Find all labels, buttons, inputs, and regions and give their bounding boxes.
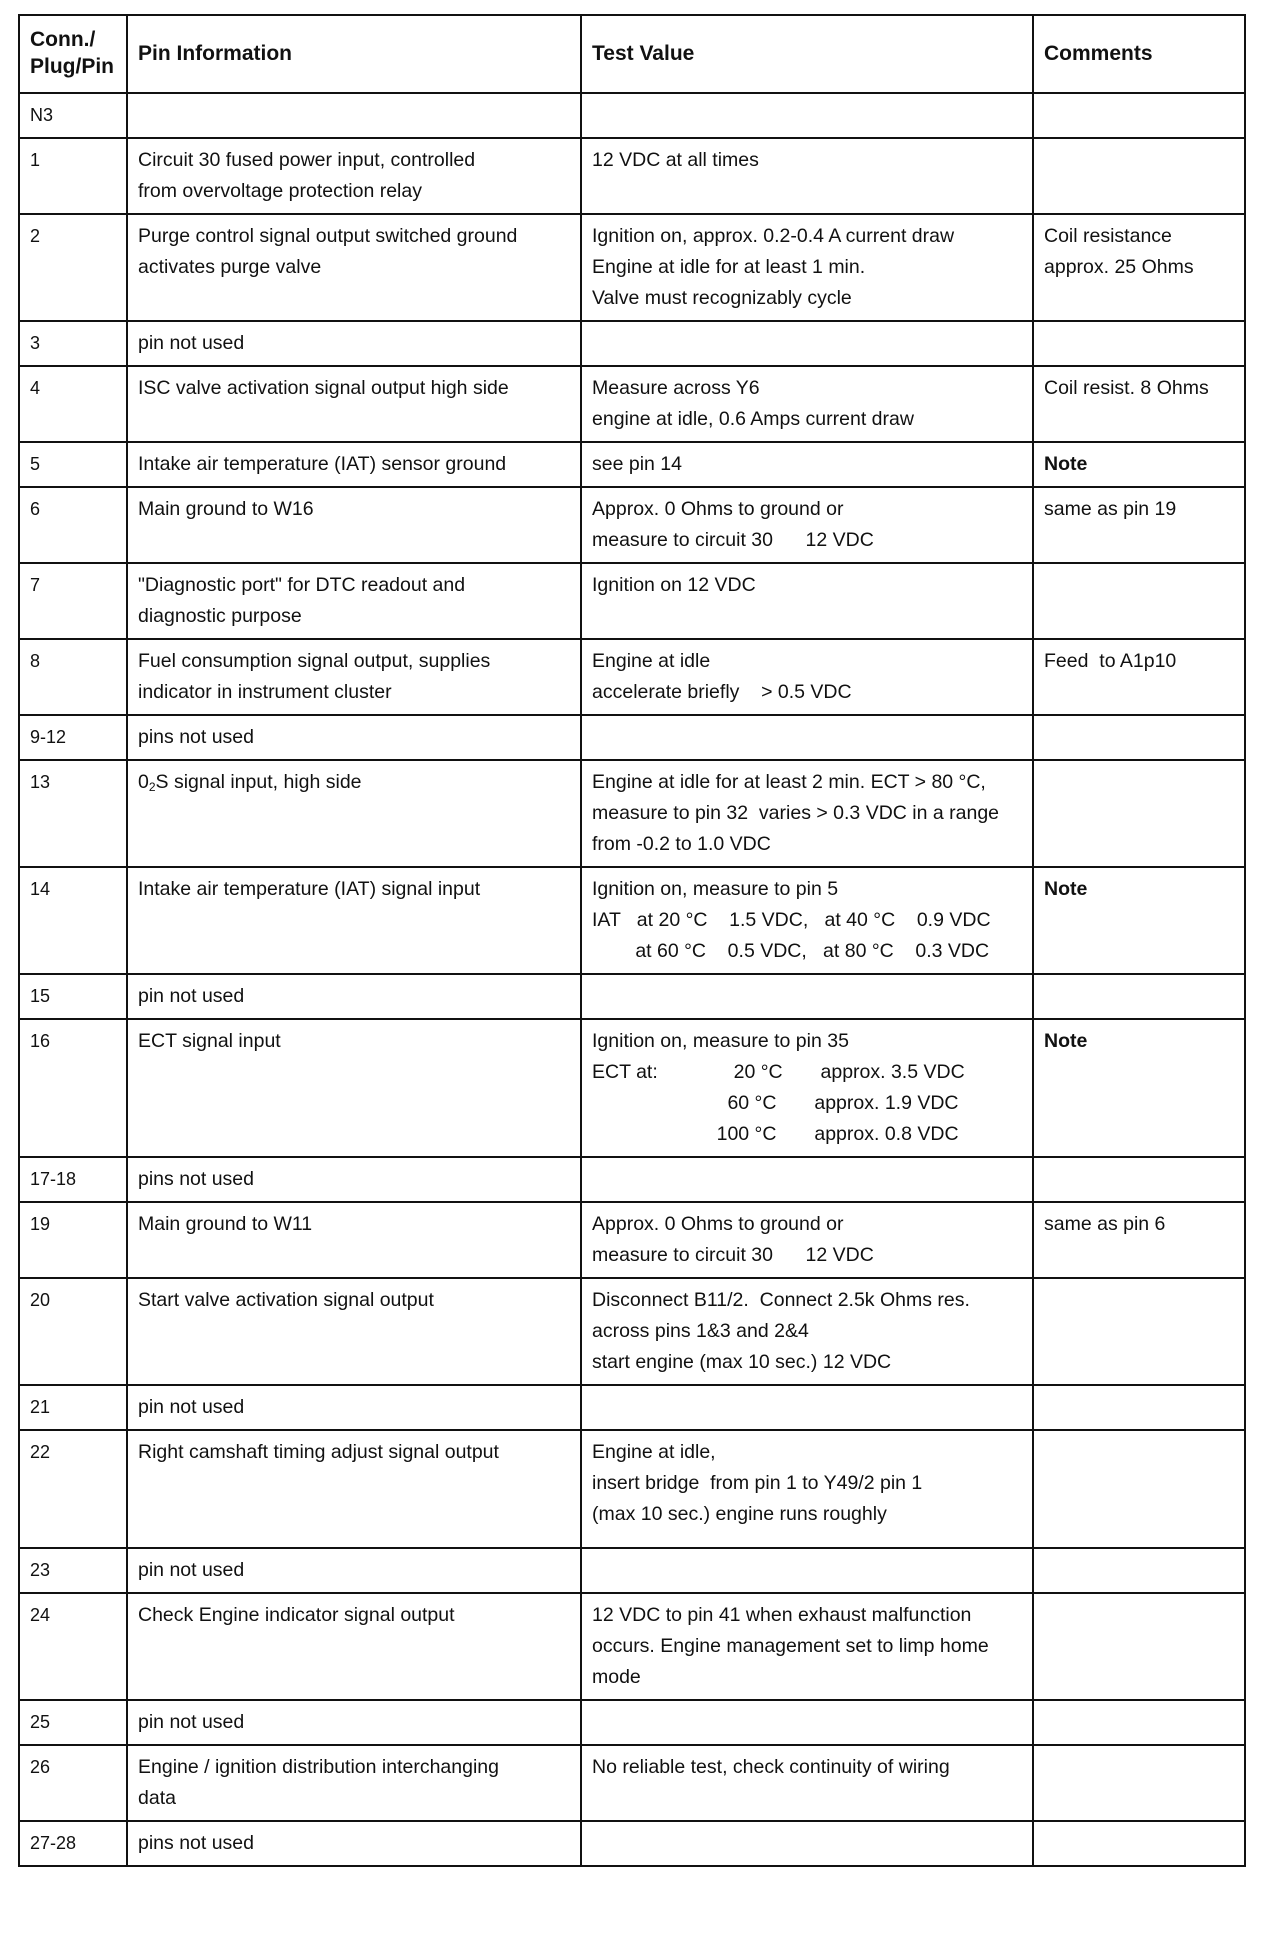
cell-comments (1033, 1157, 1245, 1202)
table-row (19, 1202, 1245, 1278)
cell-pin-info (127, 1745, 581, 1821)
cell-comments (1033, 974, 1245, 1019)
pin-table-sheet (18, 14, 1244, 1867)
table-row (19, 1745, 1245, 1821)
table-row (19, 442, 1245, 487)
cell-line (138, 767, 570, 803)
cell-line: Engine at idle (592, 650, 711, 672)
cell-line: Engine at idle, (592, 1441, 716, 1463)
cell-line: across pins 1&3 and 2&4 (592, 1320, 809, 1342)
table-row (19, 974, 1245, 1019)
cell-comments (1033, 1202, 1245, 1278)
cell-line: Coil resistance (1044, 225, 1172, 247)
cell-line: Disconnect B11/2. Connect 2.5k Ohms res. (592, 1289, 970, 1311)
cell-line: start engine (max 10 sec.) 12 VDC (592, 1351, 892, 1373)
cell-pin: 24 (19, 1593, 127, 1700)
cell-pin: 2 (19, 214, 127, 321)
cell-pin: 3 (19, 321, 127, 366)
cell-pin-info (127, 1700, 581, 1745)
table-row (19, 1821, 1245, 1866)
cell-line: measure to circuit 30 12 VDC (592, 1244, 874, 1266)
cell-line: ISC valve activation signal output high side (138, 377, 509, 399)
table-row (19, 1278, 1245, 1385)
cell-test-value (581, 93, 1033, 138)
table-row (19, 760, 1245, 867)
cell-line: Note (1044, 453, 1088, 475)
cell-test-value (581, 321, 1033, 366)
header-conn (19, 15, 127, 93)
cell-pin-info (127, 1430, 581, 1548)
cell-line: Note (1044, 1030, 1088, 1052)
cell-line: accelerate briefly > 0.5 VDC (592, 681, 852, 703)
cell-line: see pin 14 (592, 453, 682, 475)
cell-pin-info (127, 1593, 581, 1700)
cell-line: same as pin 19 (1044, 498, 1177, 520)
cell-line: 12 VDC to pin 41 when exhaust malfunction (592, 1604, 972, 1626)
cell-pin-info (127, 563, 581, 639)
cell-line: Engine at idle for at least 2 min. ECT > 80 °C, (592, 771, 986, 793)
cell-test-value (581, 974, 1033, 1019)
cell-line: Valve must recognizably cycle (592, 287, 852, 309)
header-test-value: Test Value (581, 15, 1033, 93)
cell-pin-info (127, 321, 581, 366)
cell-line: Engine at idle for at least 1 min. (592, 256, 866, 278)
cell-line: (max 10 sec.) engine runs roughly (592, 1503, 887, 1525)
cell-line: Intake air temperature (IAT) sensor ground (138, 453, 507, 475)
cell-line: IAT at 20 °C 1.5 VDC, at 40 °C 0.9 VDC (592, 909, 991, 931)
table-row (19, 563, 1245, 639)
cell-line: Coil resist. 8 Ohms (1044, 377, 1209, 399)
cell-pin-info (127, 867, 581, 974)
pin-test-table (18, 14, 1246, 1867)
cell-line: Main ground to W16 (138, 498, 314, 520)
cell-comments (1033, 1745, 1245, 1821)
cell-line: pins not used (138, 726, 255, 748)
cell-pin: 23 (19, 1548, 127, 1593)
cell-pin: 6 (19, 487, 127, 563)
cell-test-value (581, 1019, 1033, 1157)
cell-line: Check Engine indicator signal output (138, 1604, 455, 1626)
o2s-subscript: 2 (148, 780, 156, 794)
table-body (19, 93, 1245, 1866)
cell-line: Start valve activation signal output (138, 1289, 434, 1311)
cell-pin: 9-12 (19, 715, 127, 760)
cell-comments (1033, 138, 1245, 214)
table-row (19, 366, 1245, 442)
cell-comments (1033, 715, 1245, 760)
cell-line: measure to pin 32 varies > 0.3 VDC in a range (592, 802, 1000, 824)
table-row (19, 138, 1245, 214)
cell-line: from overvoltage protection relay (138, 180, 422, 202)
cell-line: pin not used (138, 332, 245, 354)
cell-line: "Diagnostic port" for DTC readout and (138, 574, 466, 596)
cell-line: 60 °C approx. 1.9 VDC (592, 1092, 959, 1114)
cell-pin-info (127, 760, 581, 867)
cell-line: 100 °C approx. 0.8 VDC (592, 1123, 959, 1145)
cell-line: engine at idle, 0.6 Amps current draw (592, 408, 914, 430)
cell-pin: 8 (19, 639, 127, 715)
table-row (19, 1019, 1245, 1157)
cell-comments (1033, 93, 1245, 138)
cell-comments (1033, 563, 1245, 639)
cell-line: Approx. 0 Ohms to ground or (592, 498, 844, 520)
cell-pin: 25 (19, 1700, 127, 1745)
cell-line: pin not used (138, 1711, 245, 1733)
table-row (19, 639, 1245, 715)
cell-pin: 13 (19, 760, 127, 867)
cell-line: from -0.2 to 1.0 VDC (592, 833, 771, 855)
cell-comments (1033, 867, 1245, 974)
cell-line: activates purge valve (138, 256, 322, 278)
cell-line: Measure across Y6 (592, 377, 760, 399)
cell-pin: 21 (19, 1385, 127, 1430)
cell-comments (1033, 1700, 1245, 1745)
cell-comments (1033, 442, 1245, 487)
cell-comments (1033, 1548, 1245, 1593)
header-conn-line-2: Plug/Pin (30, 55, 114, 78)
cell-pin-info (127, 366, 581, 442)
header-pin-info: Pin Information (127, 15, 581, 93)
table-row (19, 715, 1245, 760)
cell-pin-info (127, 487, 581, 563)
cell-line: Feed to A1p10 (1044, 650, 1177, 672)
cell-pin-info (127, 1202, 581, 1278)
cell-pin-info (127, 1548, 581, 1593)
cell-line: same as pin 6 (1044, 1213, 1166, 1235)
table-row (19, 93, 1245, 138)
header-comments: Comments (1033, 15, 1245, 93)
cell-test-value (581, 1157, 1033, 1202)
cell-test-value (581, 867, 1033, 974)
table-row (19, 1700, 1245, 1745)
cell-pin-info (127, 1019, 581, 1157)
cell-line: Purge control signal output switched ground (138, 225, 518, 247)
cell-pin-info (127, 1157, 581, 1202)
cell-comments (1033, 1593, 1245, 1700)
cell-line: No reliable test, check continuity of wiring (592, 1756, 950, 1778)
cell-line: Note (1044, 878, 1088, 900)
cell-line: occurs. Engine management set to limp home (592, 1635, 989, 1657)
cell-comments (1033, 1385, 1245, 1430)
cell-comments (1033, 1821, 1245, 1866)
table-row (19, 867, 1245, 974)
cell-test-value (581, 366, 1033, 442)
header-conn-line-1: Conn./ (30, 28, 96, 51)
table-row (19, 487, 1245, 563)
cell-test-value (581, 1385, 1033, 1430)
cell-comments (1033, 1430, 1245, 1548)
cell-line: indicator in instrument cluster (138, 681, 392, 703)
cell-pin-info (127, 138, 581, 214)
cell-line: pin not used (138, 985, 245, 1007)
cell-pin-info (127, 715, 581, 760)
cell-line: ECT at: 20 °C approx. 3.5 VDC (592, 1061, 965, 1083)
cell-test-value (581, 487, 1033, 563)
cell-test-value (581, 1821, 1033, 1866)
cell-pin: 20 (19, 1278, 127, 1385)
cell-pin: 19 (19, 1202, 127, 1278)
cell-comments (1033, 1278, 1245, 1385)
cell-line: Ignition on, approx. 0.2-0.4 A current draw (592, 225, 955, 247)
cell-test-value (581, 1202, 1033, 1278)
table-row (19, 321, 1245, 366)
cell-line: measure to circuit 30 12 VDC (592, 529, 874, 551)
cell-line: Ignition on, measure to pin 5 (592, 878, 839, 900)
cell-line: Intake air temperature (IAT) signal input (138, 878, 481, 900)
cell-test-value (581, 138, 1033, 214)
table-row (19, 1548, 1245, 1593)
cell-pin: 26 (19, 1745, 127, 1821)
cell-pin: 5 (19, 442, 127, 487)
cell-comments (1033, 214, 1245, 321)
cell-comments (1033, 321, 1245, 366)
cell-test-value (581, 1548, 1033, 1593)
table-row (19, 1385, 1245, 1430)
cell-test-value (581, 563, 1033, 639)
cell-pin: N3 (19, 93, 127, 138)
table-row (19, 1157, 1245, 1202)
cell-comments (1033, 487, 1245, 563)
cell-line: pins not used (138, 1832, 255, 1854)
table-row (19, 1430, 1245, 1548)
cell-line: pin not used (138, 1396, 245, 1418)
cell-line: 12 VDC at all times (592, 149, 759, 171)
cell-line: Ignition on, measure to pin 35 (592, 1030, 849, 1052)
cell-line: diagnostic purpose (138, 605, 302, 627)
cell-line: insert bridge from pin 1 to Y49/2 pin 1 (592, 1472, 923, 1494)
cell-line: approx. 25 Ohms (1044, 256, 1194, 278)
cell-pin-info (127, 1278, 581, 1385)
cell-test-value (581, 214, 1033, 321)
cell-test-value (581, 715, 1033, 760)
cell-pin: 14 (19, 867, 127, 974)
cell-pin-info (127, 214, 581, 321)
cell-test-value (581, 1278, 1033, 1385)
cell-pin-info (127, 639, 581, 715)
cell-comments (1033, 366, 1245, 442)
cell-test-value (581, 1430, 1033, 1548)
cell-line: Circuit 30 fused power input, controlled (138, 149, 476, 171)
cell-pin-info (127, 1385, 581, 1430)
cell-comments (1033, 1019, 1245, 1157)
table-row (19, 214, 1245, 321)
cell-test-value (581, 1700, 1033, 1745)
cell-test-value (581, 1593, 1033, 1700)
cell-line: pins not used (138, 1168, 255, 1190)
cell-line: Approx. 0 Ohms to ground or (592, 1213, 844, 1235)
cell-pin: 17-18 (19, 1157, 127, 1202)
cell-test-value (581, 442, 1033, 487)
cell-pin: 16 (19, 1019, 127, 1157)
cell-pin: 1 (19, 138, 127, 214)
cell-line: Main ground to W11 (138, 1213, 313, 1235)
cell-pin: 7 (19, 563, 127, 639)
table-row (19, 1593, 1245, 1700)
cell-pin: 27-28 (19, 1821, 127, 1866)
cell-pin-info (127, 1821, 581, 1866)
o2s-prefix: 0 (138, 771, 149, 793)
cell-test-value (581, 760, 1033, 867)
cell-line: Ignition on 12 VDC (592, 574, 756, 596)
cell-test-value (581, 639, 1033, 715)
o2s-suffix: S signal input, high side (155, 771, 362, 793)
cell-pin-info (127, 93, 581, 138)
cell-line: Engine / ignition distribution interchanging (138, 1756, 499, 1778)
cell-pin: 22 (19, 1430, 127, 1548)
cell-pin-info (127, 974, 581, 1019)
cell-pin: 4 (19, 366, 127, 442)
cell-pin: 15 (19, 974, 127, 1019)
cell-line: Right camshaft timing adjust signal output (138, 1441, 499, 1463)
cell-line: at 60 °C 0.5 VDC, at 80 °C 0.3 VDC (592, 940, 990, 962)
cell-line: pin not used (138, 1559, 245, 1581)
header-row (19, 15, 1245, 93)
cell-comments (1033, 760, 1245, 867)
cell-line: ECT signal input (138, 1030, 281, 1052)
cell-line: mode (592, 1666, 641, 1688)
cell-line: Fuel consumption signal output, supplies (138, 650, 491, 672)
cell-test-value (581, 1745, 1033, 1821)
cell-line: data (138, 1787, 176, 1809)
cell-comments (1033, 639, 1245, 715)
cell-pin-info (127, 442, 581, 487)
